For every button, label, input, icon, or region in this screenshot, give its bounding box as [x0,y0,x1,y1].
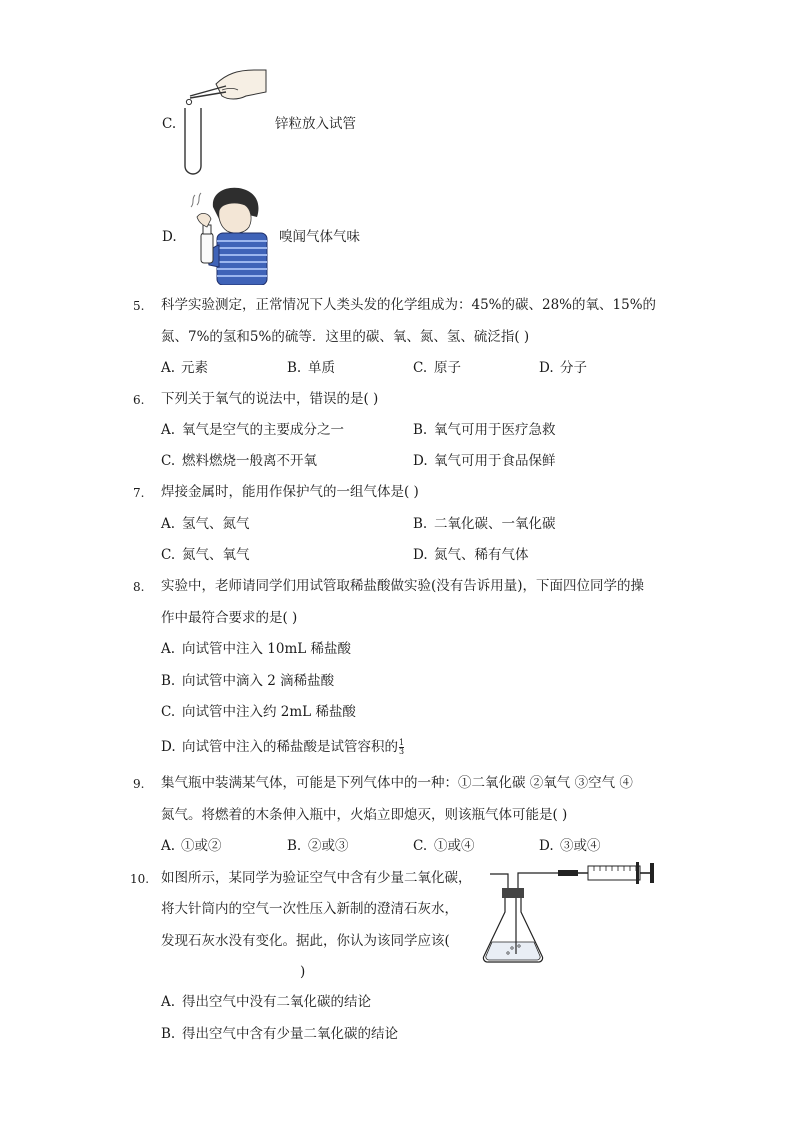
question-text-line: ) [300,964,306,980]
option-text: 燃料燃烧一般离不开氧 [182,453,317,469]
question-text-line: 科学实验测定，正常情况下人类头发的化学组成为：45%的碳、28%的氧、15%的 [161,297,657,313]
option-letter: C. [413,360,428,376]
option-letter: A. [161,838,176,854]
option-letter: A. [161,422,176,438]
option-text: 向试管中注入的稀盐酸是试管容积的 [182,739,398,755]
question-text-line: 氮、7%的氢和5%的硫等．这里的碳、氧、氮、氢、硫泛指( ) [161,329,530,345]
question-text-line: 作中最符合要求的是( ) [161,610,298,626]
option-letter: D. [161,739,176,755]
option-letter: A. [161,994,176,1010]
option-letter: B. [161,1026,176,1042]
question-number: 9. [133,777,145,791]
option-text: 向试管中注入 10mL 稀盐酸 [182,641,352,657]
option-letter: B. [413,422,428,438]
question-number: 6. [133,393,145,407]
question-text-line: 发现石灰水没有变化。据此，你认为该同学应该( [161,933,450,949]
question-number: 7. [133,486,145,500]
question-text-line: 氮气。将燃着的木条伸入瓶中，火焰立即熄灭，则该瓶气体可能是( ) [161,807,568,823]
option-text: 原子 [434,360,461,376]
option-text: 向试管中滴入 2 滴稀盐酸 [182,673,335,689]
option-letter: D. [539,360,554,376]
option-text: ②或③ [308,838,349,854]
option-letter: B. [161,673,176,689]
option-text: 氮气、稀有气体 [434,547,529,563]
option-letter: B. [413,516,428,532]
option-text: 氮气、氧气 [182,547,250,563]
question-text-line: 集气瓶中装满某气体，可能是下列气体中的一种：①二氧化碳 ②氧气 ③空气 ④ [161,775,633,791]
option-text: ①或④ [434,838,475,854]
option-letter: D. [539,838,554,854]
option-letter: A. [161,516,176,532]
option-text: 元素 [181,360,208,376]
option-text: 氧气可用于食品保鲜 [434,453,556,469]
option-letter: A. [161,641,176,657]
question-text-line: 焊接金属时，能用作保护气的一组气体是( ) [161,484,419,500]
option-letter: A. [161,360,176,376]
question-number: 5. [133,299,145,313]
fraction [399,739,404,756]
option-letter: C. [413,838,428,854]
question-text-line: 实验中，老师请同学们用试管取稀盐酸做实验(没有告诉用量)，下面四位同学的操 [161,578,645,594]
fraction-denominator: 3 [399,747,405,756]
option-text: 氧气可用于医疗急救 [434,422,556,438]
question-text-line: 将大针筒内的空气一次性压入新制的澄清石灰水， [161,901,458,917]
option-letter: C. [161,704,176,720]
q4-option-d-letter: D. [162,229,177,245]
person-smelling-gas-illustration [187,185,279,285]
option-text: 氧气是空气的主要成分之一 [182,422,344,438]
option-letter: C. [161,547,176,563]
fraction-numerator: 1 [399,738,405,747]
question-number: 8. [133,580,145,594]
option-text: ①或② [181,838,222,854]
q4-option-c-letter: C. [162,116,177,132]
q4-option-d-caption: 嗅闻气体气味 [279,229,360,245]
test-tube-tweezers-illustration [176,66,271,178]
option-text: ③或④ [560,838,601,854]
question-text-line: 如图所示，某同学为验证空气中含有少量二氧化碳， [161,870,472,886]
option-text: 得出空气中含有少量二氧化碳的结论 [182,1026,398,1042]
question-number: 10. [130,872,150,886]
syringe-flask-apparatus-illustration [478,860,664,966]
option-letter: B. [287,360,302,376]
q4-option-c-caption: 锌粒放入试管 [275,116,356,132]
option-text: 得出空气中没有二氧化碳的结论 [182,994,371,1010]
option-text: 氢气、氮气 [182,516,250,532]
option-text: 单质 [308,360,335,376]
option-text: 二氧化碳、一氧化碳 [434,516,556,532]
option-text-with-fraction [182,739,404,756]
question-text-line: 下列关于氧气的说法中，错误的是( ) [161,391,379,407]
option-text: 向试管中注入约 2mL 稀盐酸 [182,704,356,720]
option-letter: B. [287,838,302,854]
option-letter: C. [161,453,176,469]
option-text: 分子 [560,360,587,376]
option-letter: D. [413,453,428,469]
option-letter: D. [413,547,428,563]
